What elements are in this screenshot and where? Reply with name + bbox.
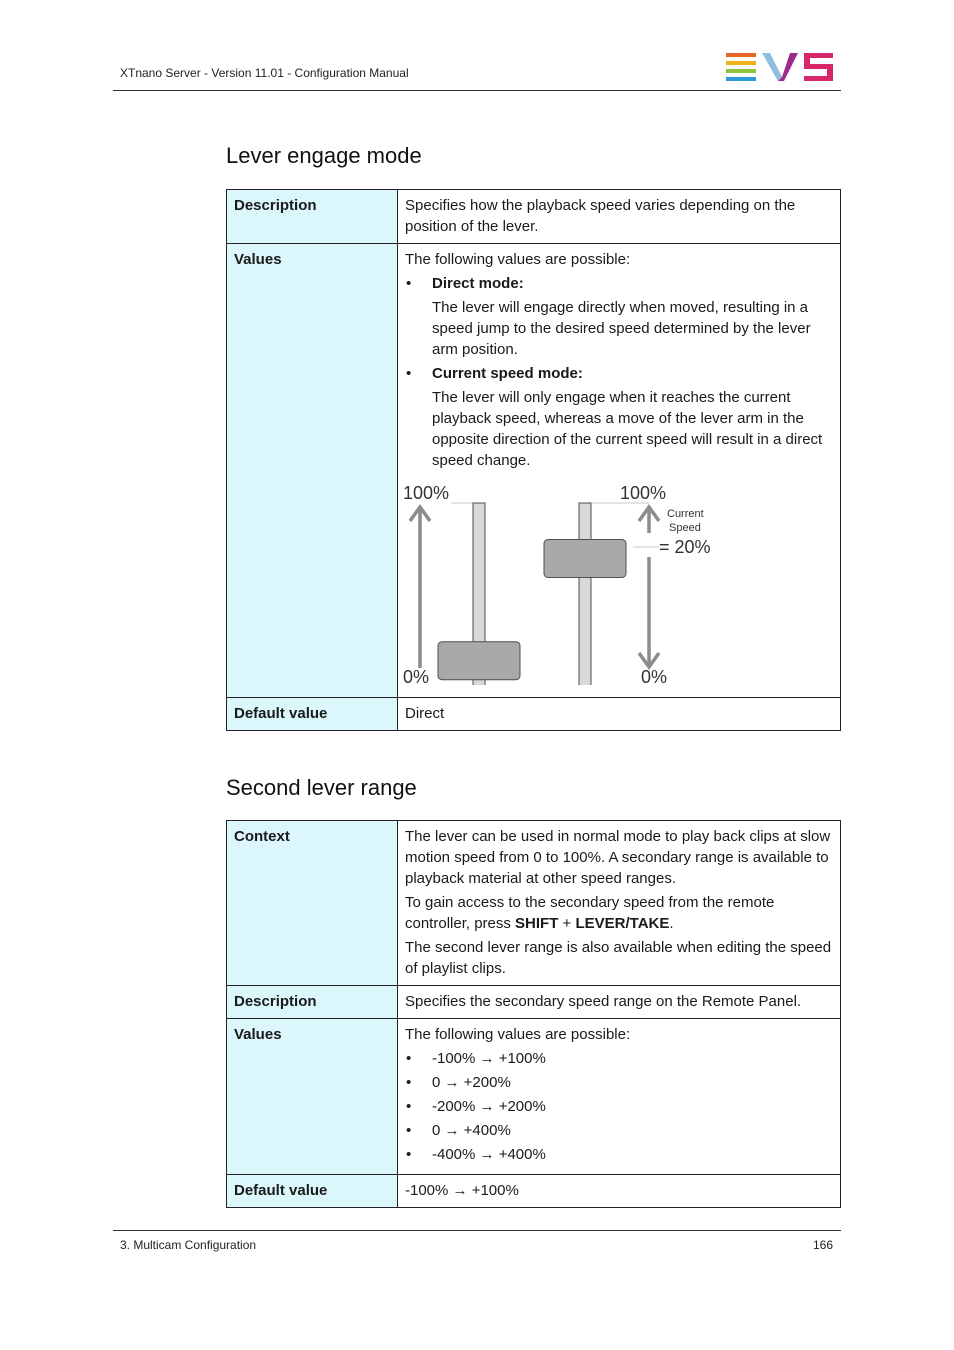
item-body-current-speed-mode: The lever will only engage when it reaches the current playback speed, whereas a move of the lever arm in the opposite direction of the current speed will result in a direct speed change. bbox=[432, 389, 823, 469]
header-rule bbox=[113, 90, 841, 91]
table-row bbox=[227, 190, 841, 244]
list-item: • -100% → +100% bbox=[405, 1048, 833, 1069]
page-number: 166 bbox=[812, 1238, 833, 1252]
row-value-default-value: -100% → +100% bbox=[398, 1175, 841, 1208]
values-list bbox=[405, 1048, 833, 1165]
row-label-description: Description bbox=[227, 190, 398, 244]
row-label-values: Values bbox=[227, 244, 398, 698]
table-row bbox=[227, 1019, 841, 1175]
current-speed-label-line1: Current bbox=[667, 508, 704, 520]
row-label-description: Description bbox=[227, 986, 398, 1019]
row-label-context: Context bbox=[227, 821, 398, 986]
row-label-default-value: Default value bbox=[227, 698, 398, 731]
context-p2-before: To gain access to the secondary speed from the remote controller, press bbox=[405, 894, 775, 932]
key-lever-take: LEVER/TAKE bbox=[575, 915, 670, 932]
row-label-values: Values bbox=[227, 1019, 398, 1175]
item-title-direct-mode: • Direct mode: bbox=[432, 275, 524, 292]
right-top-label: 100% bbox=[620, 485, 667, 503]
values-intro: The following values are possible: bbox=[405, 251, 631, 268]
row-value-default-value: Direct bbox=[398, 698, 841, 731]
table-row bbox=[227, 986, 841, 1019]
row-value-description: Specifies how the playback speed varies depending on the position of the lever. bbox=[398, 190, 841, 244]
right-bottom-label: 0% bbox=[641, 667, 668, 685]
values-intro: The following values are possible: bbox=[405, 1026, 631, 1043]
context-p2-plus: + bbox=[558, 915, 576, 932]
logo-bar-e1 bbox=[726, 53, 756, 57]
current-speed-value: = 20% bbox=[659, 537, 711, 557]
logo-v-left bbox=[762, 53, 782, 81]
lever-diagram-svg bbox=[401, 485, 721, 685]
logo-bar-e3 bbox=[726, 69, 756, 73]
row-value-values bbox=[398, 244, 841, 698]
current-speed-label-line2: Speed bbox=[669, 522, 701, 534]
row-label-default-value: Default value bbox=[227, 1175, 398, 1208]
key-shift: SHIFT bbox=[515, 915, 559, 932]
list-item: • 0 → +200% bbox=[405, 1072, 833, 1093]
list-item: • -200% → +200% bbox=[405, 1096, 833, 1117]
header-title: XTnano Server - Version 11.01 - Configuration Manual bbox=[120, 66, 409, 80]
logo-s bbox=[804, 53, 833, 81]
list-item: • -400% → +400% bbox=[405, 1144, 833, 1165]
lever-diagram bbox=[401, 485, 833, 691]
left-bottom-label: 0% bbox=[403, 667, 430, 685]
evs-logo bbox=[726, 53, 834, 81]
table-row bbox=[227, 821, 841, 986]
footer-chapter: 3. Multicam Configuration bbox=[120, 1238, 257, 1252]
table-row bbox=[227, 244, 841, 698]
context-paragraph-2 bbox=[405, 892, 833, 934]
right-lever-track bbox=[579, 503, 591, 685]
section-heading-lever-engage-mode: Lever engage mode bbox=[226, 143, 422, 168]
right-lever-handle bbox=[544, 540, 626, 578]
item-body-direct-mode: The lever will engage directly when moved, resulting in a speed jump to the desired speed determined by the lever arm position. bbox=[432, 299, 811, 358]
section-heading-second-lever-range: Second lever range bbox=[226, 775, 417, 800]
logo-bar-e2 bbox=[726, 61, 756, 65]
row-value-context bbox=[398, 821, 841, 986]
item-title-current-speed-mode: • Current speed mode: bbox=[432, 365, 583, 382]
second-lever-range-table bbox=[226, 820, 841, 1208]
context-p2-after: . bbox=[669, 915, 674, 932]
values-list bbox=[405, 273, 833, 471]
footer-rule bbox=[113, 1230, 841, 1231]
logo-bar-e4 bbox=[726, 77, 756, 81]
left-lever-handle bbox=[438, 642, 520, 680]
context-paragraph-1: The lever can be used in normal mode to play back clips at slow motion speed from 0 to 100%. A secondary range is available to playback material at other speed ranges. bbox=[405, 828, 831, 887]
left-top-label: 100% bbox=[403, 485, 450, 503]
list-item bbox=[405, 363, 833, 471]
list-item: • 0 → +400% bbox=[405, 1120, 833, 1141]
row-value-description: Specifies the secondary speed range on the Remote Panel. bbox=[398, 986, 841, 1019]
context-paragraph-3: The second lever range is also available when editing the speed of playlist clips. bbox=[405, 939, 832, 977]
table-row bbox=[227, 1175, 841, 1208]
table-row bbox=[227, 698, 841, 731]
row-value-values bbox=[398, 1019, 841, 1175]
list-item bbox=[405, 273, 833, 360]
lever-engage-mode-table bbox=[226, 189, 841, 731]
